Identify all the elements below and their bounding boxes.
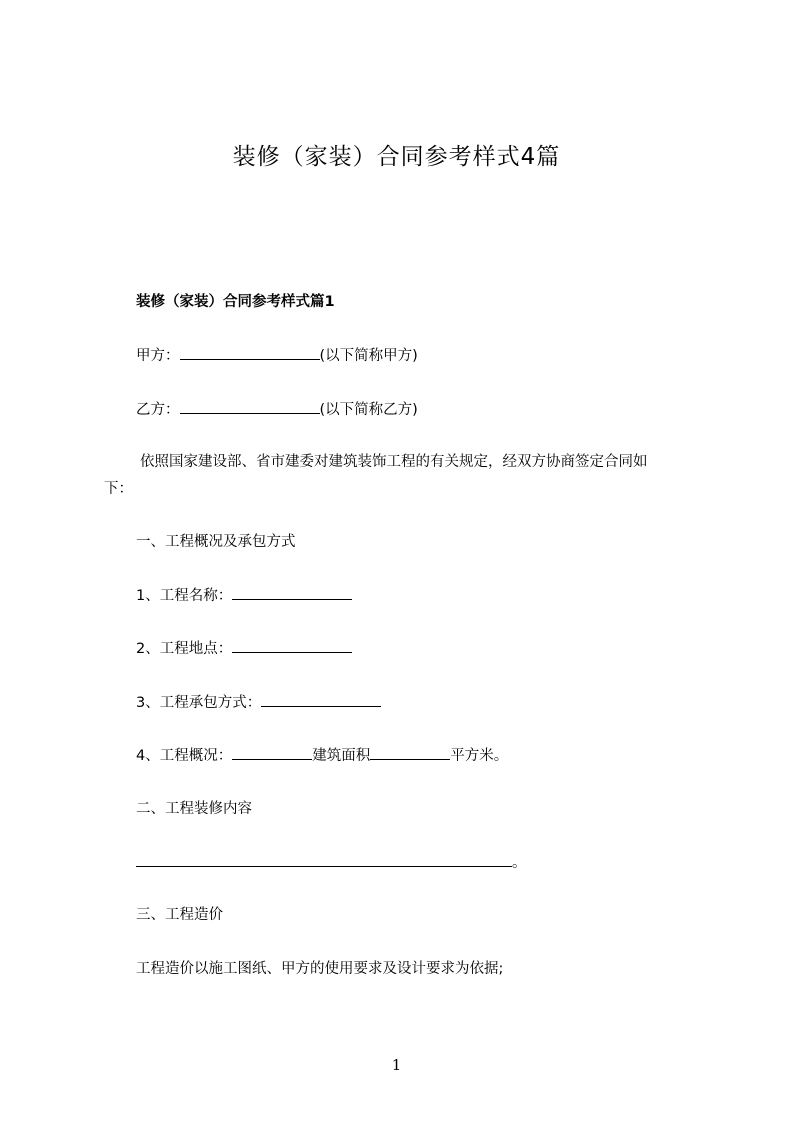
party-b-label: 乙方： bbox=[136, 402, 180, 418]
page-number: 1 bbox=[391, 1056, 402, 1074]
party-a-suffix: (以下简称甲方) bbox=[319, 348, 418, 364]
document-title: 装修（家装）合同参考样式4篇 bbox=[232, 144, 561, 170]
intro-paragraph-line2: 下： bbox=[104, 481, 133, 497]
item4-line bbox=[136, 745, 508, 766]
item4-middle: 建筑面积 bbox=[312, 748, 371, 764]
item2-line bbox=[136, 638, 352, 659]
section-heading: 装修（家装）合同参考样式篇1 bbox=[136, 294, 335, 310]
item3-blank bbox=[261, 692, 381, 707]
section2-content-line bbox=[136, 852, 527, 873]
section2-blank bbox=[136, 852, 512, 867]
item4-blank-1 bbox=[232, 745, 312, 760]
item4-prefix: 4、工程概况： bbox=[136, 748, 233, 764]
item2-label: 2、工程地点： bbox=[136, 641, 233, 657]
item1-blank bbox=[232, 585, 352, 600]
party-a-label: 甲方： bbox=[136, 348, 180, 364]
section3-text: 工程造价以施工图纸、甲方的使用要求及设计要求为依据; bbox=[136, 961, 504, 977]
section1-heading: 一、工程概况及承包方式 bbox=[136, 534, 296, 550]
item3-line bbox=[136, 692, 381, 713]
item4-suffix: 平方米。 bbox=[450, 748, 509, 764]
item1-label: 1、工程名称： bbox=[136, 588, 233, 604]
party-b-line bbox=[136, 399, 418, 420]
party-b-blank bbox=[180, 399, 320, 414]
intro-paragraph-line1: 依照国家建设部、省市建委对建筑装饰工程的有关规定，经双方协商签定合同如 bbox=[140, 454, 648, 470]
party-b-suffix: (以下简称乙方) bbox=[319, 402, 418, 418]
party-a-blank bbox=[180, 345, 320, 360]
section2-heading: 二、工程装修内容 bbox=[136, 801, 252, 817]
party-a-line bbox=[136, 345, 418, 366]
item2-blank bbox=[232, 638, 352, 653]
item1-line bbox=[136, 585, 352, 606]
section3-heading: 三、工程造价 bbox=[136, 907, 223, 923]
section2-end: 。 bbox=[512, 855, 527, 871]
item3-label: 3、工程承包方式： bbox=[136, 695, 262, 711]
item4-blank-2 bbox=[370, 745, 450, 760]
